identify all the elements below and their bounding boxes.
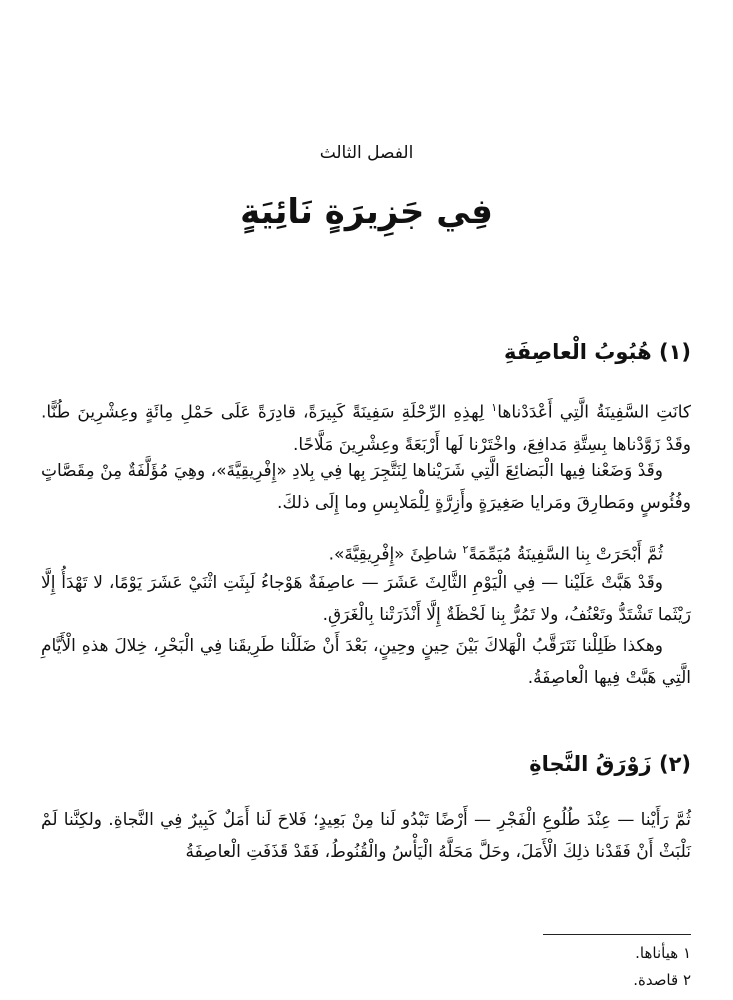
paragraph-lost: وهكذا ظَلِلْنا نَتَرَقَّبُ الْهَلاكَ بَيْنَ حِينٍ وحِينٍ، بَعْدَ أَنْ ضَلَلْنا طَرِيقَنا فِي الْبَحْرِ، خِلالَ هذهِ الْأَيَّامِ الَّتِي هَبَّتْ فِيها الْعاصِفَةُ. [41,636,691,688]
footnote-2: ٢ قاصدة. [633,971,691,989]
section-heading-storm: (١) هُبُوبُ الْعاصِفَةِ [503,340,691,364]
paragraph-storm: وقَدْ هَبَّتْ عَلَيْنا — فِي الْيَوْمِ الثَّالِثَ عَشَرَ — عاصِفَةٌ هَوْجاءُ لَبِثَتِ اثْنَيْ عَشَرَ يَوْمًا، لا تَهْدَأُ إِلَّا رَيْثَما تَشْتَدُّ وتَعْنُفُ، ولا تَمُرُّ بِنا لَحْظَةٌ إِلَّا أَنْذَرَتْنا بِالْغَرَقِ. [41,573,691,625]
chapter-title: فِي جَزِيرَةٍ نَائِيَةٍ [240,192,493,232]
paragraph-ship-text-b: لِهذِهِ الرِّحْلَةِ سَفِينَةً كَبِيرَةً، قادِرَةً عَلَى حَمْلِ مِائَةٍ وعِشْرِينَ طُنًّا. وقَدْ زَوَّدْناها بِسِتَّةِ مَدافِعَ، واخْتَرْنا لَها أَرْبَعَةً وعِشْرِينَ مَلَّاحًا. [41,402,691,455]
footnotes [633,940,691,994]
section-heading-lifeboat: (٢) زَوْرَقُ النَّجاةِ [529,752,691,776]
chapter-label: الفصل الثالث [319,143,414,163]
footnote-ref-1[interactable]: ١ [491,401,498,414]
footnote-divider [543,934,691,935]
paragraph-land: ثُمَّ رَأَيْنا — عِنْدَ طُلُوعِ الْفَجْرِ — أَرْضًا تَبْدُو لَنا مِنْ بَعِيدٍ؛ فَلاحَ لَنا أَمَلٌ كَبِيرٌ فِي النَّجاةِ. ولكِنَّنا لَمْ نَلْبَثْ أَنْ فَقَدْنا ذلِكَ الْأَمَلَ، وحَلَّ مَحَلَّهُ الْيَأْسُ والْقُنُوطُ، فَقَدْ قَذَفَتِ الْعاصِفَةُ [41,810,691,862]
paragraph-sailing-text-a: ثُمَّ أَبْحَرَتْ بِنا السَّفِينَةُ مُيَمِّمَةً [468,544,663,565]
paragraph-ship-text-a: كانَتِ السَّفِينَةُ الَّتِي أَعْدَدْناها [497,402,691,423]
paragraph-ship [41,392,691,461]
paragraph-goods: وقَدْ وَضَعْنا فِيها الْبَضائِعَ الَّتِي شَرَيْناها لِنَتَّجِرَ بِها فِي بِلادِ «إِفْرِيقِيَّةَ»، وهِيَ مُؤَلَّفَةٌ مِنْ مِقَصَّاتٍ وفُئُوسٍ ومَطارِقَ ومَرايا صَغِيرَةٍ وأَزِرَّةٍ لِلْمَلابِسِ وما إِلَى ذلكَ. [41,461,691,513]
footnote-ref-2[interactable]: ٢ [462,543,469,556]
paragraph-sailing-text-b: شاطِئَ «إِفْرِيقِيَّةَ». [328,544,463,565]
footnote-1: ١ هيأناها. [635,944,691,962]
paragraph-sailing [41,534,691,571]
